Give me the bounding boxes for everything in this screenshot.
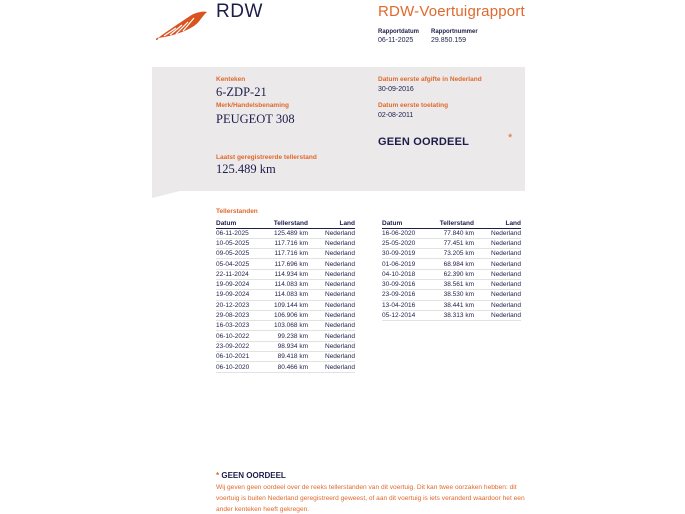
table-row (382, 300, 521, 310)
row-reading: 38.313 km (432, 310, 474, 320)
col-reading: Tellerstand (432, 219, 474, 228)
row-reading: 77.840 km (432, 228, 474, 238)
table-row (382, 249, 521, 259)
row-date: 06-10-2021 (216, 352, 266, 362)
row-country: Nederland (308, 279, 355, 289)
table-row (382, 259, 521, 269)
row-reading: 62.390 km (432, 269, 474, 279)
row-country: Nederland (308, 228, 355, 238)
row-country: Nederland (474, 300, 521, 310)
table-header-row (216, 219, 355, 228)
row-country: Nederland (474, 279, 521, 289)
row-reading: 117.716 km (266, 249, 308, 259)
row-reading: 73.205 km (432, 249, 474, 259)
row-country: Nederland (308, 249, 355, 259)
row-reading: 99.238 km (266, 331, 308, 341)
row-reading: 103.068 km (266, 321, 308, 331)
row-date: 23-09-2016 (382, 290, 432, 300)
row-country: Nederland (308, 259, 355, 269)
table-row (216, 279, 355, 289)
row-reading: 77.451 km (432, 238, 474, 248)
col-date: Datum (382, 219, 432, 228)
row-date: 04-10-2018 (382, 269, 432, 279)
table-row (216, 362, 355, 372)
row-country: Nederland (308, 310, 355, 320)
odometer-section-label: Tellerstanden (216, 208, 258, 215)
table-row (216, 249, 355, 259)
row-reading: 117.696 km (266, 259, 308, 269)
first-nl-label: Datum eerste afgifte in Nederland (378, 76, 482, 83)
row-country: Nederland (308, 238, 355, 248)
plate-value: 6-ZDP-21 (216, 85, 267, 99)
table-row (382, 290, 521, 300)
table-row (216, 310, 355, 320)
table-row (382, 238, 521, 248)
table-row (382, 269, 521, 279)
table-row (216, 290, 355, 300)
verdict-asterisk: * (508, 132, 513, 144)
report-title: RDW-Voertuigrapport (378, 3, 525, 20)
make-value: PEUGEOT 308 (216, 112, 295, 126)
row-date: 30-09-2019 (382, 249, 432, 259)
first-admission-label: Datum eerste toelating (378, 102, 449, 109)
table-row (216, 341, 355, 351)
row-country: Nederland (474, 238, 521, 248)
row-country: Nederland (308, 290, 355, 300)
row-reading: 117.716 km (266, 238, 308, 248)
row-reading: 114.934 km (266, 269, 308, 279)
first-admission-value: 02-08-2011 (378, 112, 414, 119)
vehicle-summary-panel (152, 67, 525, 191)
odometer-label: Laatst geregistreerde tellerstand (216, 154, 317, 161)
report-date-value: 06-11-2025 (378, 37, 414, 44)
report-date-label: Rapportdatum (378, 29, 419, 35)
table-header-row (382, 219, 521, 228)
report-number-value: 29.850.159 (431, 37, 467, 44)
row-reading: 80.466 km (266, 362, 308, 372)
row-country: Nederland (308, 352, 355, 362)
table-row (216, 238, 355, 248)
table-row (216, 300, 355, 310)
table-row (382, 279, 521, 289)
col-reading: Tellerstand (266, 219, 308, 228)
table-row (216, 228, 355, 238)
row-country: Nederland (308, 362, 355, 372)
row-country: Nederland (474, 290, 521, 300)
report-number-label: Rapportnummer (431, 29, 478, 35)
row-date: 19-09-2024 (216, 279, 266, 289)
footnote-marker: * (216, 471, 220, 480)
odometer-value: 125.489 km (216, 162, 276, 176)
table-row (216, 269, 355, 279)
footnote-title (216, 471, 286, 480)
row-country: Nederland (308, 269, 355, 279)
panel-notch (152, 190, 184, 198)
row-date: 25-05-2020 (382, 238, 432, 248)
row-country: Nederland (474, 310, 521, 320)
row-reading: 114.083 km (266, 279, 308, 289)
row-reading: 68.984 km (432, 259, 474, 269)
row-country: Nederland (474, 269, 521, 279)
row-country: Nederland (308, 331, 355, 341)
row-reading: 98.934 km (266, 341, 308, 351)
table-row (216, 321, 355, 331)
report-date (378, 29, 419, 44)
row-reading: 38.561 km (432, 279, 474, 289)
logo-text: RDW (216, 1, 263, 22)
report-number (431, 29, 478, 44)
table-row (216, 331, 355, 341)
row-date: 09-05-2025 (216, 249, 266, 259)
col-country: Land (308, 219, 355, 228)
table-row (382, 228, 521, 238)
row-date: 06-11-2025 (216, 228, 266, 238)
row-country: Nederland (474, 249, 521, 259)
row-date: 23-09-2022 (216, 341, 266, 351)
plate-label: Kenteken (216, 76, 246, 83)
row-reading: 89.418 km (266, 352, 308, 362)
row-reading: 125.489 km (266, 228, 308, 238)
table-row (216, 259, 355, 269)
footnote-title-text: GEEN OORDEEL (221, 471, 286, 480)
make-label: Merk/Handelsbenaming (216, 102, 289, 109)
table-row (216, 352, 355, 362)
row-reading: 38.441 km (432, 300, 474, 310)
row-date: 06-10-2022 (216, 331, 266, 341)
table-row (382, 310, 521, 320)
odometer-table-left (216, 219, 355, 373)
row-date: 22-11-2024 (216, 269, 266, 279)
row-country: Nederland (474, 259, 521, 269)
row-date: 06-10-2020 (216, 362, 266, 372)
row-date: 05-04-2025 (216, 259, 266, 269)
row-country: Nederland (308, 341, 355, 351)
col-country: Land (474, 219, 521, 228)
row-date: 16-03-2023 (216, 321, 266, 331)
row-date: 19-09-2024 (216, 290, 266, 300)
row-country: Nederland (474, 228, 521, 238)
row-date: 20-12-2023 (216, 300, 266, 310)
row-date: 29-08-2023 (216, 310, 266, 320)
first-nl-value: 30-09-2016 (378, 86, 414, 93)
footnote-text: Wij geven geen oordeel over de reeks tellerstanden van dit voertuig. Dit kan twee oorzaken hebben: dit voertuig is buiten Nederland geregistreerd geweest, of aan dit voertuig is iets veranderd waardoor het een ander kenteken heeft gekregen. (216, 484, 525, 513)
row-reading: 109.144 km (266, 300, 308, 310)
row-date: 05-12-2014 (382, 310, 432, 320)
row-reading: 106.906 km (266, 310, 308, 320)
row-date: 13-04-2016 (382, 300, 432, 310)
col-date: Datum (216, 219, 266, 228)
row-date: 16-06-2020 (382, 228, 432, 238)
row-reading: 38.530 km (432, 290, 474, 300)
row-country: Nederland (308, 300, 355, 310)
odometer-table-right (382, 219, 521, 321)
row-date: 10-05-2025 (216, 238, 266, 248)
verdict: GEEN OORDEEL (378, 136, 470, 148)
row-date: 30-09-2016 (382, 279, 432, 289)
row-reading: 114.083 km (266, 290, 308, 300)
row-country: Nederland (308, 321, 355, 331)
row-date: 01-06-2019 (382, 259, 432, 269)
rdw-logo-icon (156, 10, 208, 40)
